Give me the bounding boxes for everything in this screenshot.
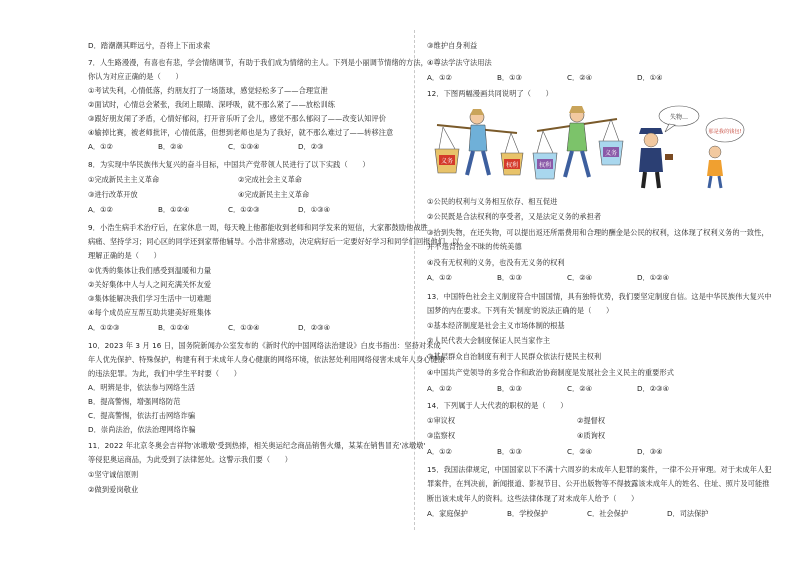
q11-choice-a[interactable]: A．①② <box>427 73 452 82</box>
q8-choice-a[interactable]: A．①② <box>88 205 113 214</box>
q14-choice-d[interactable]: D．③④ <box>637 447 663 456</box>
q14-item-4: ④质询权 <box>577 431 606 440</box>
q10-choice-c[interactable]: C．提高警惕，依法打击网络诈骗 <box>88 411 196 420</box>
q15-stem-2: 罪案件，在判决前，新闻报道、影视节目、公开出版物等不得披露该未成年人的姓名、住址、照片及可能推 <box>427 479 770 488</box>
q7-item-1: ①考试失利，心情低落，约朋友打了一场篮球，感觉轻松多了——合理宣泄 <box>88 86 328 95</box>
q9-choice-b[interactable]: B．①②④ <box>158 323 190 332</box>
q14-choice-c[interactable]: C．②④ <box>567 447 593 456</box>
q13-item-4: ④中国共产党领导的多党合作和政治协商制度是发展社会主义民主的重要形式 <box>427 368 675 377</box>
q12-item-3-cont: 并不违背拾金不昧的传统美德 <box>427 242 522 251</box>
q7-choice-b[interactable]: B．②④ <box>158 142 184 151</box>
q8-item-4: ④完成新民主主义革命 <box>238 190 310 199</box>
q10-stem-2: 年人优先保护、特殊保护，构建有利于未成年人身心健康的网络环境，依法惩处利用网络侵害未成年人身心健康 <box>88 355 446 364</box>
q9-item-4: ④每个成员应互帮互助共建美好班集体 <box>88 308 212 317</box>
child-speech: 那是我的钱包! <box>708 129 742 135</box>
q11-choice-b[interactable]: B．①③ <box>497 73 523 82</box>
q15-stem-3: 断出该未成年人的资料。这些法律体现了对未成年人给予（ ） <box>427 494 639 503</box>
q15-choice-b[interactable]: B．学校保护 <box>507 509 548 518</box>
q7-item-2: ②面试时，心情总会紧张，我闭上眼睛、深呼吸，就不那么紧了——放松训练 <box>88 100 336 109</box>
q7-stem-2: 你认为对应正确的是（ ） <box>88 72 183 81</box>
q7-item-4: ④输掉比赛，被老师批评，心情低落，但想到老师也是为了我好，就不那么难过了——转移注意 <box>88 128 394 137</box>
q12-item-4: ④没有无权利的义务，也没有无义务的权利 <box>427 258 565 267</box>
cartoon1-left-label: 义务 <box>440 158 454 165</box>
q8-stem: 8．为实现中华民族伟大复兴的奋斗目标，中国共产党带领人民进行了以下实践（ ） <box>88 160 370 169</box>
q15-stem: 15．我国法律规定，中国国家以下不满十六周岁的未成年人犯罪的案件，一律不公开审理。对于未成年人犯 <box>427 465 772 474</box>
q7-choice-d[interactable]: D．②③ <box>298 142 324 151</box>
q12-item-1: ①公民的权利与义务相互依存、相互促进 <box>427 197 558 206</box>
q11-item-1: ①坚守诚信原则 <box>88 470 139 479</box>
q7-stem: 7．人生路漫漫，有喜也有悲，学会情绪调节，有助于我们成为情绪的主人。下列是小丽调节情绪的方法， <box>88 58 428 67</box>
cartoon-police-child <box>629 100 745 190</box>
q9-choice-a[interactable]: A．①②③ <box>88 323 120 332</box>
q13-choice-b[interactable]: B．①③ <box>497 384 523 393</box>
q12-item-2: ②公民既是合法权利的享受者，又是法定义务的承担者 <box>427 212 602 221</box>
q8-item-2: ②完成社会主义革命 <box>238 175 302 184</box>
police-speech: 失物… <box>669 114 689 121</box>
q9-stem-2: 病痛、坚持学习；同心区的同学还到家帮他辅导。小浩非常感动，决定病好后一定要好好学习和同学们回报他们。以 <box>88 237 460 246</box>
q7-choice-c[interactable]: C．①③④ <box>228 142 260 151</box>
cartoon-carrier-1 <box>429 103 525 189</box>
q6-option-d: D．踏潮潮其畔远兮，吾将上下而求索 <box>88 41 211 50</box>
q15-choice-d[interactable]: D．司法保护 <box>667 509 709 518</box>
q10-choice-b[interactable]: B．提高警惕，增强网络防范 <box>88 397 181 406</box>
q12-choice-d[interactable]: D．①②④ <box>637 273 670 282</box>
q14-item-2: ②提督权 <box>577 416 606 425</box>
q9-item-3: ③集体能解决我们学习生活中一切难题 <box>88 294 212 303</box>
q11-item-2: ②做到爱岗敬业 <box>88 485 139 494</box>
q15-choice-c[interactable]: C．社会保护 <box>587 509 628 518</box>
q10-choice-a[interactable]: A．明辨是非，依法参与网络生活 <box>88 383 196 392</box>
q11-item-4: ④尊法学法守法用法 <box>427 58 492 67</box>
q13-stem: 13．中国特色社会主义制度符合中国国情，具有独特优势，我们要坚定制度自信。这是中华民族伟大复兴中 <box>427 292 772 301</box>
q12-choice-a[interactable]: A．①② <box>427 273 452 282</box>
q8-item-3: ③进行改革开放 <box>88 190 138 199</box>
q7-choice-a[interactable]: A．①② <box>88 142 113 151</box>
q8-item-1: ①完成新民主主义革命 <box>88 175 160 184</box>
q8-choice-c[interactable]: C．①②③ <box>228 205 260 214</box>
q9-choice-c[interactable]: C．①③④ <box>228 323 260 332</box>
q13-choice-a[interactable]: A．①② <box>427 384 452 393</box>
q11-choice-d[interactable]: D．①④ <box>637 73 663 82</box>
q9-item-2: ②关好集体中人与人之间充满关怀友爱 <box>88 280 212 289</box>
q14-stem: 14．下列属于人大代表的职权的是（ ） <box>427 401 568 410</box>
q13-choice-c[interactable]: C．②④ <box>567 384 593 393</box>
q14-choice-b[interactable]: B．①③ <box>497 447 523 456</box>
q13-stem-2: 国梦的内在要求。下列有关'制度'的说法正确的是（ ） <box>427 306 614 315</box>
q7-item-3: ③跟好朋友闹了矛盾，心情好郁闷，打开音乐听了会儿，感觉不那么郁闷了——改变认知评价 <box>88 114 387 123</box>
q13-item-3: ③基层群众自治制度有利于人民群众依法行使民主权利 <box>427 352 602 361</box>
q9-choice-d[interactable]: D．②③④ <box>298 323 331 332</box>
column-divider <box>414 30 415 530</box>
q13-item-2: ②人民代表大会制度保证人民当家作主 <box>427 336 551 345</box>
cartoon-carrier-2 <box>531 101 625 189</box>
q11-choice-c[interactable]: C．②④ <box>567 73 593 82</box>
q13-choice-d[interactable]: D．②③④ <box>637 384 670 393</box>
cartoon2-left-label: 权利 <box>538 162 552 169</box>
q14-choice-a[interactable]: A．①② <box>427 447 452 456</box>
q13-item-1: ①基本经济制度是社会主义市场体制的根基 <box>427 321 565 330</box>
q12-item-3: ③拾到失物，在还失物，可以提出返还所需费用和合理的酬金是公民的权利，这体现了权利义务的一致性， <box>427 228 769 237</box>
q8-choice-b[interactable]: B．①②④ <box>158 205 190 214</box>
q10-stem: 10．2023 年 3 月 16 日，国务院新闻办公室发布的《新时代的中国网络法治建设》白皮书指出：坚持对未成 <box>88 341 441 350</box>
q12-choice-b[interactable]: B．①③ <box>497 273 523 282</box>
q11-item-3: ③维护自身利益 <box>427 41 478 50</box>
q11-stem-2: 等侵犯奥运商品，为此受到了法律惩处。这警示我们要（ ） <box>88 455 293 464</box>
q14-item-1: ①审议权 <box>427 416 456 425</box>
q10-choice-d[interactable]: D．崇尚法治，依法治理网络诈骗 <box>88 425 196 434</box>
q14-item-3: ③监察权 <box>427 431 456 440</box>
cartoon1-right-label: 权利 <box>505 162 519 169</box>
q11-stem: 11．2022 年北京冬奥会吉祥物'冰墩墩'受到热捧，相关奥运纪念商品销售火爆，某某在销售冒充'冰墩墩' <box>88 441 426 450</box>
q9-stem-3: 理解正确的是（ ） <box>88 251 161 260</box>
q10-stem-3: 的违法犯罪。为此，我们中学生平时要（ ） <box>88 369 242 378</box>
q12-stem: 12．下图两幅漫画共同说明了（ ） <box>427 89 553 98</box>
q8-choice-d[interactable]: D．①③④ <box>298 205 331 214</box>
q12-choice-c[interactable]: C．②④ <box>567 273 593 282</box>
q9-stem: 9．小浩生病手术治疗后，在家休息一周，每天晚上他都能收到老师和同学发来的短信，大家都鼓励他战胜 <box>88 223 428 232</box>
q15-choice-a[interactable]: A．家庭保护 <box>427 509 468 518</box>
cartoon2-right-label: 义务 <box>604 150 618 157</box>
q9-item-1: ①优秀的集体让我们感受到温暖和力量 <box>88 266 212 275</box>
